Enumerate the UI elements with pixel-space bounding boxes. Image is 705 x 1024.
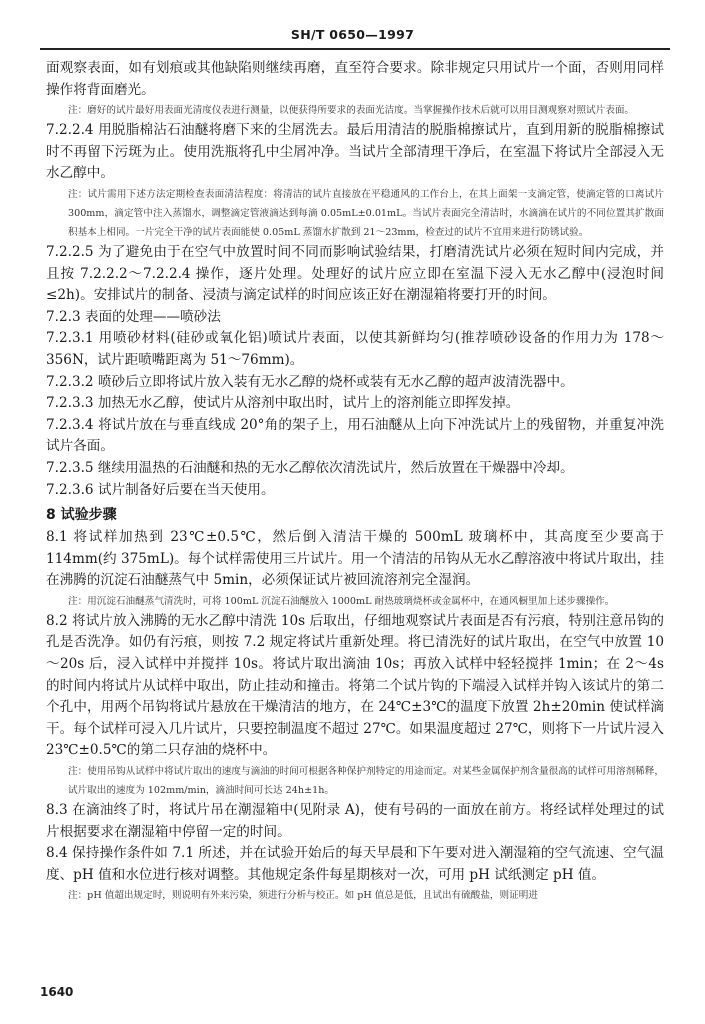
page-number: 1640 (40, 985, 74, 999)
clause-8-3: 8.3 在滴油终了时，将试片吊在潮湿箱中(见附录 A)，使有号码的一面放在前方。将经试样处理过的试片根据要求在潮湿箱中停留一定的时间。 (46, 802, 664, 840)
clause-7-2-3-5: 7.2.3.5 继续用温热的石油醚和热的无水乙醇依次清洗试片，然后放置在干燥器中冷却。 (46, 459, 574, 476)
note-surface-finish: 注：磨好的试片最好用表面光清度仪表进行测量，以便获得所要求的表面光洁度。当掌握操作技术后就可以用目测观察对照试片表面。 (68, 105, 635, 117)
clause-8-1: 8.1 将试样加热到 23℃±0.5℃，然后倒入清洁干燥的 500mL 玻璃杯中，其高度至少要高于 114mm(约 375mL)。每个试样需使用三片试片。用一个清洁的吊钩从无水乙醇溶液中将试片取出，挂在沸腾的沉淀石油醚蒸气中 5min，必须保证试片被回流溶剂完全湿润。 (46, 529, 664, 589)
clause-8-4: 8.4 保持操作条件如 7.1 所述，并在试验开始后的每天早晨和下午要对进入潮湿箱的空气流速、空气温度、pH 值和水位进行核对调整。其他规定条件每星期核对一次，可用 pH 试纸测定 pH 值。 (46, 845, 664, 883)
section-8-heading: 8 试验步骤 (46, 507, 117, 524)
clause-7-2-2-4: 7.2.2.4 用脱脂棉沾石油醚将磨下来的尘屑洗去。最后用清洁的脱脂棉擦试片，直到用新的脱脂棉擦试时不再留下污斑为止。使用洗瓶将孔中尘屑冲净。当试片全部清理干净后，在室温下将试片全部浸入无水乙醇中。 (46, 122, 664, 182)
clause-7-2-3-2: 7.2.3.2 喷砂后立即将试片放入装有无水乙醇的烧杯或装有无水乙醇的超声波清洗器中。 (46, 373, 574, 390)
header-divider (40, 48, 670, 50)
clause-7-2-3-3: 7.2.3.3 加热无水乙醇，使试片从溶剂中取出时，试片上的溶剂能立即挥发掉。 (46, 395, 520, 412)
page-content (46, 58, 664, 905)
clause-8-2: 8.2 将试片放入沸腾的无水乙醇中清洗 10s 后取出，仔细地观察试片表面是否有污痕，特别注意吊钩的孔是否洗净。如仍有污痕，则按 7.2 规定将试片重新处理。将已清洗好的试片取出，在空气中放置 10～20s 后，浸入试样中并搅拌 10s。将试片取出滴油 10s；再放入试样中轻轻搅拌 1min；在 2～4s 的时间内将试片从试样中取出，防止挂动和撞击。将第二个试片钩的下端浸入试样并钩入该试片的第二个孔中，用两个吊钩将试片悬放在干燥清洁的地方，在 24℃±3℃的温度下放置 2h±20min 使试样滴干。每个试样可浸入几片试片，只要控制温度不超过 27℃。如果温度超过 27℃，则将下一片试片浸入 23℃±0.5℃的第二只存油的烧杯中。 (46, 612, 664, 759)
standard-code-header: SH/T 0650—1997 (290, 27, 415, 42)
clause-7-2-3-6: 7.2.3.6 试片制备好后要在当天使用。 (46, 481, 275, 498)
note-cleanliness-check: 注：试片需用下述方法定期检查表面清洁程度：将清洁的试片直接放在平稳通风的工作台上，在其上面架一支滴定管，使滴定管的口离试片 300mm，滴定管中注入蒸馏水，调整滴定管液滴达到每滴 0.05mL±0.01mL。当试片表面完全清洁时，水滴滴在试片的不同位置其扩散面积基本上相同。一片完全干净的试片表面能使 0.05mL 蒸馏水扩散到 21～23mm，检查过的试片不宜用来进行防锈试验。 (68, 188, 664, 238)
paragraph-polish-continuation: 面观察表面，如有划痕或其他缺陷则继续再磨，直至符合要求。除非规定只用试片一个面，否则用同样操作将背面磨光。 (46, 60, 664, 98)
clause-7-2-3-4: 7.2.3.4 将试片放在与垂直线成 20°角的架子上，用石油醚从上向下冲洗试片上的残留物，并重复冲洗试片各面。 (46, 416, 664, 455)
note-naphtha-vapor: 注：用沉淀石油醚蒸气清洗时，可将 100mL 沉淀石油醚放入 1000mL 耐热玻璃烧杯或金属杯中，在通风橱里加上述步骤操作。 (68, 595, 615, 607)
note-withdrawal-speed: 注：使用吊钩从试样中将试片取出的速度与滴油的时间可根据各种保护剂特定的用途而定。对某些金属保护剂含量很高的试样可用溶剂稀释，试片取出的速度为 102mm/min，滴油时间可长达 24h±1h。 (68, 766, 664, 797)
clause-7-2-3-title: 7.2.3 表面的处理——喷砂法 (46, 308, 221, 325)
clause-7-2-2-5: 7.2.2.5 为了避免由于在空气中放置时间不同而影响试验结果，打磨清洗试片必须在短时间内完成，并且按 7.2.2.2～7.2.2.4 操作，逐片处理。处理好的试片应立即在室温下浸入无水乙醇中(浸泡时间≤2h)。安排试片的制备、浸渍与滴定试样的时间应该正好在潮湿箱将要打开的时间。 (46, 243, 664, 304)
note-ph: 注：pH 值超出规定时，则说明有外来污染，须进行分析与校正。如 pH 值总是低，且试出有硫酸盐，则证明进 (68, 890, 538, 902)
clause-7-2-3-1: 7.2.3.1 用喷砂材料(硅砂或氧化铝)喷试片表面，以使其新鲜均匀(推荐喷砂设备的作用力为 178～356N，试片距喷嘴距离为 51～76mm)。 (46, 330, 664, 368)
